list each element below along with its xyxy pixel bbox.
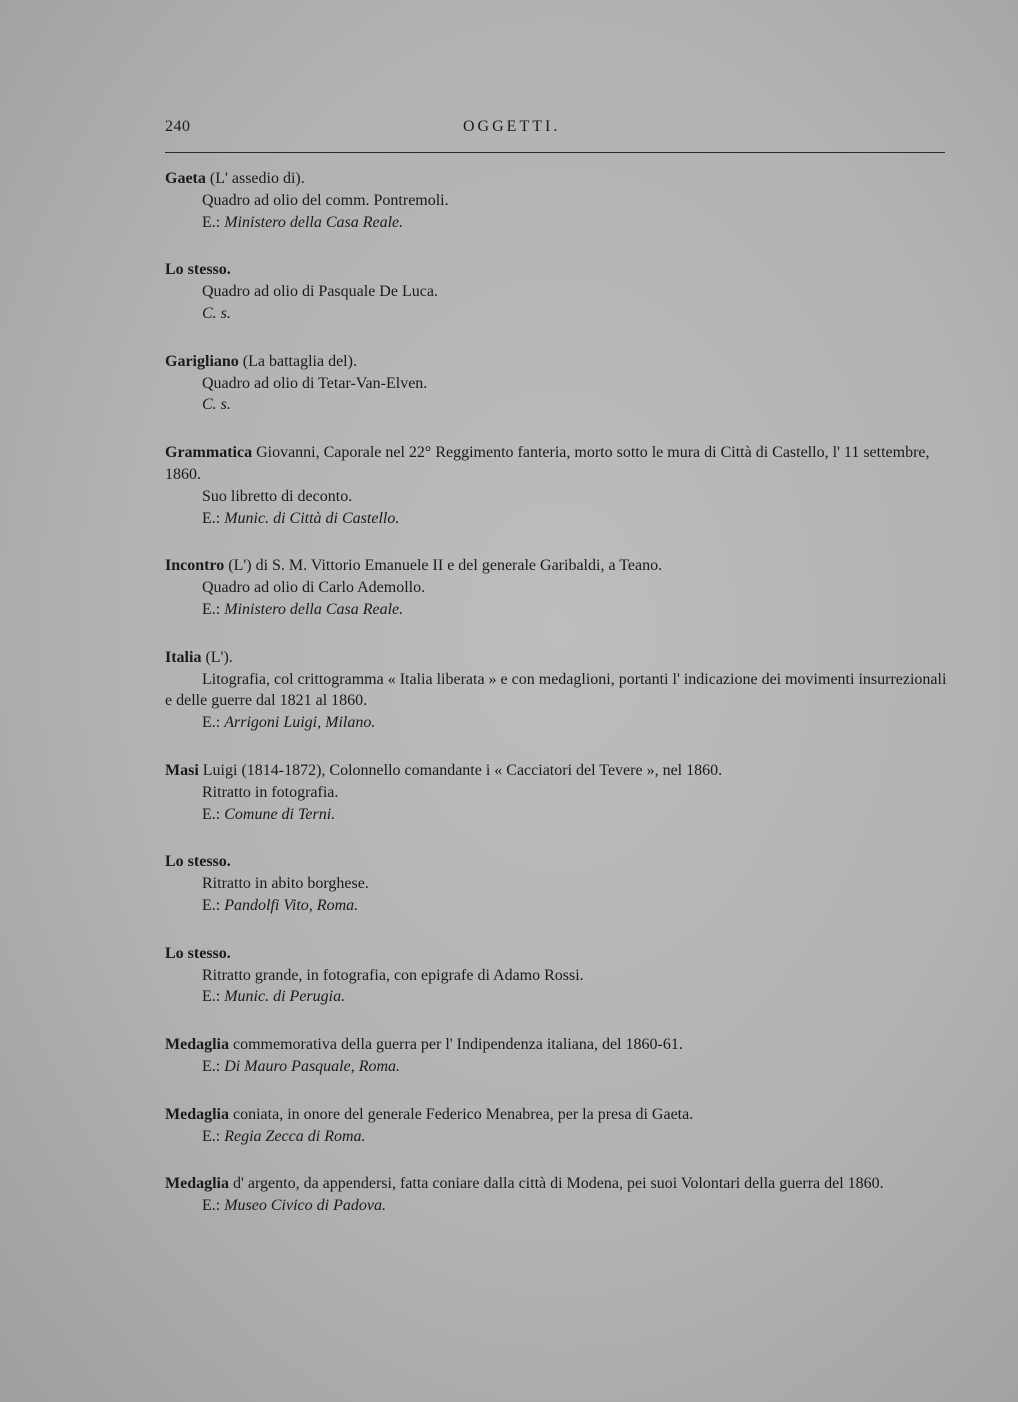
entry-owner [165, 508, 955, 530]
entry-title: Medaglia [165, 1105, 229, 1123]
owner-name: Ministero della Casa Reale. [224, 213, 404, 231]
header-rule [165, 152, 945, 153]
owner-prefix: E.: [202, 988, 225, 1006]
entry-list [165, 168, 955, 1243]
entry-garigliano [165, 351, 955, 416]
entry-title: Gaeta [165, 170, 206, 187]
entry-heading [165, 943, 955, 965]
owner-prefix: E.: [202, 805, 225, 823]
entry-gaeta [165, 168, 955, 233]
owner-name: C. s. [202, 396, 231, 414]
entry-masi [165, 760, 955, 825]
entry-description: Litografia, col crittogramma « Italia liberata » e con medaglioni, portanti l' indicazione dei movimenti insurrezionali e delle guerre dal 1821 al 1860. [165, 670, 947, 710]
entry-owner [165, 212, 955, 234]
entry-owner [165, 599, 955, 621]
entry-description: Quadro ad olio di Tetar-Van-Elven. [202, 374, 428, 392]
entry-owner [165, 804, 955, 826]
entry-heading [165, 442, 955, 486]
owner-name: Museo Civico di Padova. [224, 1197, 386, 1215]
entry-subtitle: Luigi (1814-1872), Colonnello comandante i « Cacciatori del Tevere », nel 1860. [198, 761, 723, 779]
entry-owner [165, 712, 955, 734]
owner-name: Regia Zecca di Roma. [224, 1127, 366, 1145]
entry-owner [165, 1056, 955, 1078]
entry-incontro [165, 555, 955, 620]
entry-subtitle: commemorativa della guerra per l' Indipendenza italiana, del 1860-61. [229, 1036, 683, 1054]
running-title: OGGETTI. [463, 118, 561, 135]
page-header [165, 118, 950, 142]
entry-description: Quadro ad olio del comm. Pontremoli. [202, 191, 449, 209]
owner-prefix: E.: [202, 896, 225, 914]
owner-name: Ministero della Casa Reale. [224, 600, 404, 618]
entry-heading [165, 168, 955, 190]
entry-heading [165, 1173, 955, 1195]
entry-owner [165, 303, 955, 325]
entry-title: Grammatica [165, 444, 253, 462]
entry-title: Medaglia [165, 1036, 229, 1054]
entry-title: Incontro [165, 557, 225, 575]
owner-prefix: E.: [202, 600, 225, 618]
entry-subtitle: d' argento, da appendersi, fatta coniare dalla città di Modena, pei suoi Volontari della guerra del 1860. [229, 1175, 884, 1193]
owner-prefix: E.: [202, 714, 225, 732]
entry-title: Masi [165, 761, 199, 779]
entry-subtitle: (L') di S. M. Vittorio Emanuele II e del generale Garibaldi, a Teano. [224, 557, 663, 575]
owner-name: Munic. di Perugia. [224, 988, 346, 1006]
entry-heading [165, 259, 955, 281]
entry-subtitle: coniata, in onore del generale Federico Menabrea, per la presa di Gaeta. [229, 1105, 694, 1123]
owner-name: Comune di Terni. [224, 805, 336, 823]
entry-title: Medaglia [165, 1175, 229, 1193]
owner-name: Munic. di Città di Castello. [224, 509, 400, 527]
owner-prefix: E.: [202, 213, 225, 231]
entry-title: Lo stesso. [165, 853, 231, 871]
owner-prefix: E.: [202, 1057, 225, 1075]
entry-subtitle: (La battaglia del). [238, 352, 357, 370]
entry-lo-stesso [165, 851, 955, 916]
entry-medaglia [165, 1173, 955, 1217]
owner-prefix: E.: [202, 1127, 225, 1145]
entry-title: Garigliano [165, 352, 239, 370]
entry-owner [165, 986, 955, 1008]
owner-name: Arrigoni Luigi, Milano. [224, 714, 376, 732]
owner-name: C. s. [202, 304, 231, 322]
entry-owner [165, 895, 955, 917]
entry-medaglia [165, 1104, 955, 1148]
entry-heading [165, 1104, 955, 1126]
entry-lo-stesso [165, 943, 955, 1008]
owner-prefix: E.: [202, 509, 225, 527]
entry-title: Lo stesso. [165, 261, 231, 279]
entry-description: Quadro ad olio di Pasquale De Luca. [202, 283, 438, 301]
entry-heading [165, 760, 955, 782]
entry-subtitle: (L' assedio di). [205, 170, 305, 187]
entry-description: Ritratto grande, in fotografia, con epigrafe di Adamo Rossi. [202, 966, 584, 984]
entry-heading [165, 555, 955, 577]
entry-owner [165, 394, 955, 416]
entry-title: Lo stesso. [165, 944, 231, 962]
entry-owner [165, 1126, 955, 1148]
entry-heading [165, 351, 955, 373]
entry-italia [165, 647, 955, 734]
entry-description: Suo libretto di deconto. [202, 487, 353, 505]
entry-heading [165, 647, 955, 669]
entry-subtitle: (L'). [201, 648, 233, 666]
entry-heading [165, 1034, 955, 1056]
entry-heading [165, 851, 955, 873]
owner-name: Di Mauro Pasquale, Roma. [224, 1057, 401, 1075]
entry-medaglia [165, 1034, 955, 1078]
page-number: 240 [165, 118, 191, 135]
owner-prefix: E.: [202, 1197, 225, 1215]
entry-description: Ritratto in abito borghese. [202, 875, 369, 893]
entry-title: Italia [165, 648, 202, 666]
entry-grammatica [165, 442, 955, 529]
entry-subtitle: Giovanni, Caporale nel 22° Reggimento fanteria, morto sotto le mura di Città di Castello, l' 11 settembre, 1860. [165, 444, 930, 483]
entry-lo-stesso [165, 259, 955, 324]
entry-description: Quadro ad olio di Carlo Ademollo. [202, 579, 426, 597]
entry-owner [165, 1195, 955, 1217]
entry-description: Ritratto in fotografia. [202, 783, 339, 801]
owner-name: Pandolfi Vito, Roma. [224, 896, 359, 914]
